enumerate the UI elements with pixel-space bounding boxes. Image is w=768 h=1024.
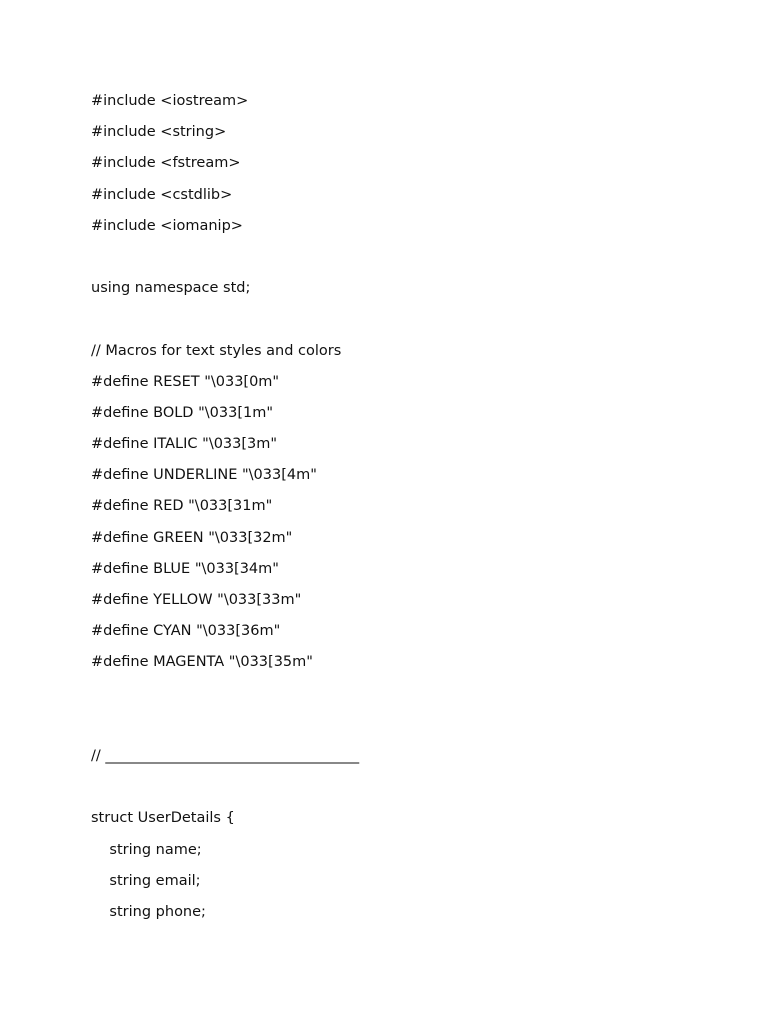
code-line: string name; bbox=[91, 841, 202, 858]
separator-comment-line: // ___________________________________ bbox=[91, 747, 360, 764]
code-line: struct UserDetails { bbox=[91, 810, 235, 827]
code-line: #include <fstream> bbox=[91, 155, 241, 172]
code-line: #define YELLOW "\033[33m" bbox=[91, 592, 302, 608]
code-line: #define RESET "\033[0m" bbox=[91, 373, 280, 390]
code-listing bbox=[91, 90, 359, 932]
code-line: #define ITALIC "\033[3m" bbox=[91, 436, 278, 453]
code-line: #include <iomanip> bbox=[91, 217, 243, 234]
blank-line bbox=[91, 683, 359, 714]
code-line: #define BOLD "\033[1m" bbox=[91, 404, 273, 421]
code-line: #include <string> bbox=[91, 124, 227, 141]
comment-line: // Macros for text styles and colors bbox=[91, 342, 342, 359]
blank-line bbox=[91, 246, 359, 277]
blank-line bbox=[91, 776, 359, 807]
code-line: string phone; bbox=[91, 903, 206, 920]
code-line: #define GREEN "\033[32m" bbox=[91, 529, 293, 546]
code-line: #define BLUE "\033[34m" bbox=[91, 560, 279, 577]
code-line: #define MAGENTA "\033[35m" bbox=[91, 654, 313, 671]
code-line: string email; bbox=[91, 872, 201, 889]
blank-line bbox=[91, 308, 359, 339]
code-line: #include <iostream> bbox=[91, 93, 249, 109]
code-line: #define CYAN "\033[36m" bbox=[91, 623, 281, 640]
code-line: #define RED "\033[31m" bbox=[91, 498, 273, 515]
blank-line bbox=[91, 714, 359, 745]
code-line: #define UNDERLINE "\033[4m" bbox=[91, 467, 317, 484]
code-line: using namespace std; bbox=[91, 280, 251, 297]
code-line: #include <cstdlib> bbox=[91, 186, 233, 203]
